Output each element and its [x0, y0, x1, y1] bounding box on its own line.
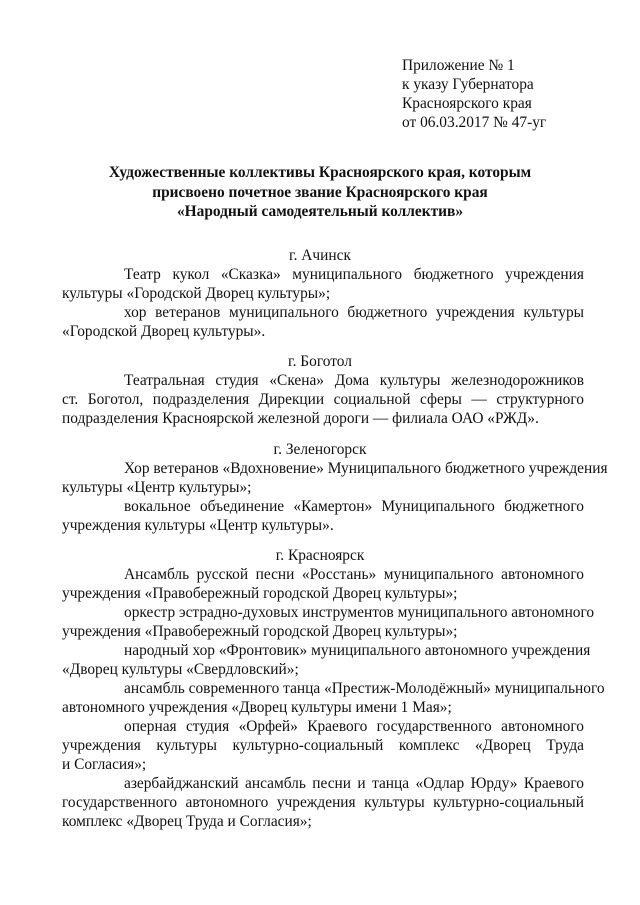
- entry-line: вокальное объединение «Камертон» Муниципального бюджетного: [124, 498, 584, 515]
- entry-line: народный хор «Фронтовик» муниципального автономного учреждения: [124, 642, 591, 659]
- entry-line: учреждения культуры культурно-социальный комплекс «Дворец Труда: [62, 737, 584, 754]
- entry-line: Театр кукол «Сказка» муниципального бюджетного учреждения: [124, 266, 584, 283]
- entry-line: учреждения культуры «Центр культуры».: [62, 517, 334, 534]
- city-heading-zelenogorsk: г. Зеленогорск: [273, 441, 367, 458]
- list-item: [62, 459, 608, 497]
- entry-line: и Согласия»;: [62, 756, 147, 773]
- appendix-date: от 06.03.2017 № 47-уг: [402, 114, 547, 131]
- appendix-region: Красноярского края: [402, 95, 532, 112]
- entry-line: оперная студия «Орфей» Краевого государственного автономного: [124, 718, 584, 735]
- appendix-number: Приложение № 1: [402, 57, 515, 74]
- entry-line: хор ветеранов муниципального бюджетного учреждения культуры: [124, 304, 584, 321]
- city-heading-krasnoyarsk: г. Красноярск: [275, 547, 365, 564]
- appendix-decree: к указу Губернатора: [402, 76, 534, 93]
- entry-line: комплекс «Дворец Труда и Согласия»;: [62, 813, 312, 830]
- entry-line: ансамбль современного танца «Престиж-Молодёжный» муниципального: [124, 680, 605, 697]
- list-item: [62, 303, 584, 341]
- list-item: [62, 497, 584, 535]
- list-item: [62, 717, 584, 774]
- entry-line: культуры «Городской Дворец культуры»;: [62, 285, 331, 302]
- list-item: [62, 679, 605, 717]
- title-line: присвоено почетное звание Красноярского края: [152, 183, 488, 201]
- entry-line: оркестр эстрадно-духовых инструментов муниципального автономного: [124, 604, 595, 621]
- title-line: «Народный самодеятельный коллектив»: [176, 203, 464, 220]
- list-item: [62, 265, 584, 303]
- entry-line: «Городской Дворец культуры».: [62, 323, 266, 340]
- city-heading-achinsk: г. Ачинск: [289, 247, 351, 264]
- entry-line: подразделения Красноярской железной дороги — филиала ОАО «РЖД».: [62, 410, 539, 427]
- entry-line: «Дворец культуры «Свердловский»;: [62, 661, 299, 678]
- entry-line: Ансамбль русской песни «Росстань» муниципального автономного: [124, 566, 584, 583]
- entry-line: Хор ветеранов «Вдохновение» Муниципального бюджетного учреждения: [124, 460, 608, 477]
- entry-line: культуры «Центр культуры»;: [62, 479, 252, 496]
- entry-line: автономного учреждения «Дворец культуры имени 1 Мая»;: [62, 699, 452, 716]
- document-title: [60, 163, 580, 222]
- entry-line: учреждения «Правобережный городской Дворец культуры»;: [62, 623, 458, 640]
- list-item: [62, 371, 584, 428]
- appendix-header: [402, 56, 546, 132]
- entry-line: Театральная студия «Скена» Дома культуры железнодорожников: [124, 372, 584, 389]
- title-line: Художественные коллективы Красноярского края, которым: [108, 164, 532, 181]
- list-item: [62, 565, 584, 603]
- city-heading-bogotol: г. Боготол: [288, 353, 352, 370]
- list-item: [62, 774, 584, 831]
- entry-line: государственного автономного учреждения культуры культурно-социальный: [62, 794, 584, 811]
- entry-line: азербайджанский ансамбль песни и танца «Одлар Юрду» Краевого: [124, 775, 584, 792]
- list-item: [62, 603, 595, 641]
- entry-line: учреждения «Правобережный городской Дворец культуры»;: [62, 585, 458, 602]
- entry-line: ст. Боготол, подразделения Дирекции социальной сферы — структурного: [62, 391, 584, 408]
- list-item: [62, 641, 591, 679]
